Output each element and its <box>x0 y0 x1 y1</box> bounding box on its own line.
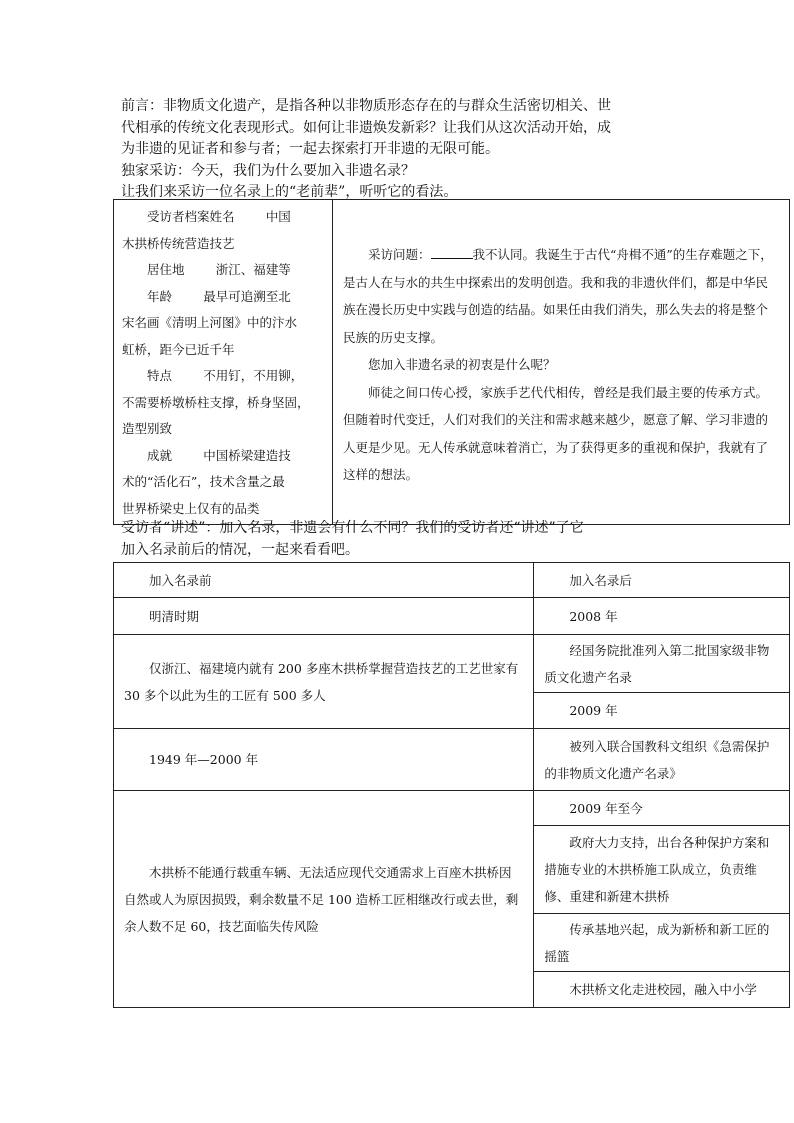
interview-lead: 让我们来采访一位名录上的“老前辈”，听听它的看法。 <box>121 184 458 200</box>
name-label: 受访者档案姓名 <box>147 209 235 224</box>
after-year: 2008 年 <box>534 598 790 635</box>
after-text: 经国务院批准列入第二批国家级非物质文化遗产名录 <box>534 635 790 693</box>
before-text: 木拱桥不能通行载重车辆、无法适应现代交通需求上百座木拱桥因自然或人为原因损毁，剩余数量不足 100 造桥工匠相继改行或去世，剩余人数不足 60，技艺面临失传风险 <box>114 791 534 1008</box>
intro-section <box>121 96 701 204</box>
after-text: 政府大力支持，出台各种保护方案和措施专业的木拱桥施工队成立，负责维修、重建和新建木拱桥 <box>534 826 790 914</box>
name-value: 木拱桥传统营造技艺 <box>122 235 235 251</box>
interview-answer-2: 师徒之间口传心授，家族手艺代代相传，曾经是我们最主要的传承方式。但随着时代变迁，人们对我们的关注和需求越来越少，愿意了解、学习非遗的人更是少见。无人传承就意味着消亡，为了获得更多的重视和保护，我就有了这样的想法。 <box>343 384 769 482</box>
achievement-value: 术的“活化石”，技术含量之最 <box>122 474 285 489</box>
age-label: 年龄 <box>147 288 173 304</box>
profile-cell <box>114 200 333 525</box>
narration-line: 受访者“讲述”：加入名录，非遗会有什么不同？我们的受访者还“讲述”了它 <box>121 520 584 536</box>
interview-table <box>113 199 790 525</box>
name-value: 中国 <box>265 209 291 224</box>
interview-question-2: 您加入非遗名录的初衷是什么呢？ <box>368 357 556 372</box>
interview-heading: 独家采访：今天，我们为什么要加入非遗名录？ <box>121 162 415 179</box>
achievement-value: 世界桥梁史上仅有的品类 <box>122 500 260 516</box>
before-period: 1949 年—2000 年 <box>114 729 534 791</box>
feature-value: 不需要桥墩桥柱支撑，桥身坚固， <box>122 394 310 410</box>
intro-line: 为非遗的见证者和参与者；一起去探索打开非遗的无限可能。 <box>121 141 499 157</box>
interview-cell <box>333 200 790 525</box>
timeline-table <box>113 562 790 1008</box>
feature-value: 造型别致 <box>122 421 173 436</box>
feature-value: 不用钉，不用铆， <box>203 368 304 383</box>
residence-label: 居住地 <box>147 262 185 277</box>
before-text: 仅浙江、福建境内就有 200 多座木拱桥掌握营造技艺的工艺世家有 30 多个以此为生的工匠有 500 多人 <box>114 635 534 729</box>
after-text: 木拱桥文化走进校园，融入中小学 <box>534 972 790 1008</box>
age-value: 虹桥，距今已近千年 <box>122 341 235 357</box>
residence-value: 浙江、福建等 <box>215 262 291 277</box>
narration-section <box>121 518 701 561</box>
after-year: 2009 年至今 <box>534 791 790 826</box>
after-text: 传承基地兴起，成为新桥和新工匠的摇篮 <box>534 914 790 972</box>
age-value: 最早可追溯至北 <box>203 288 291 304</box>
after-header: 加入名录后 <box>534 563 790 598</box>
age-value: 宋名画《清明上河图》中的汴水 <box>122 315 298 330</box>
achievement-label: 成就 <box>147 447 173 463</box>
intro-line: 代相承的传统文化表现形式。如何让非遗焕发新彩？让我们从这次活动开始，成 <box>121 119 611 136</box>
narration-line: 加入名录前后的情况，一起来看看吧。 <box>121 541 359 558</box>
interview-answer-1: 采访问题： 我不认同。我诞生于古代“舟楫不通”的生存难题之下，是古人在与水的共生中探索出的发明创造。我和我的非遗伙伴们，都是中华民族在漫长历史中实践与创造的结晶。如果任由我们消失，那么失去的将是整个民族的历史支撑。 <box>343 241 775 351</box>
achievement-value: 中国桥梁建造技 <box>203 447 291 463</box>
answer-blank[interactable] <box>431 244 473 259</box>
after-year: 2009 年 <box>534 693 790 729</box>
intro-line: 前言：非物质文化遗产，是指各种以非物质形态存在的与群众生活密切相关、世 <box>121 98 611 114</box>
before-period: 明清时期 <box>114 598 534 635</box>
before-header: 加入名录前 <box>114 563 534 598</box>
after-text: 被列入联合国教科文组织《急需保护的非物质文化遗产名录》 <box>534 729 790 791</box>
feature-label: 特点 <box>147 368 173 383</box>
